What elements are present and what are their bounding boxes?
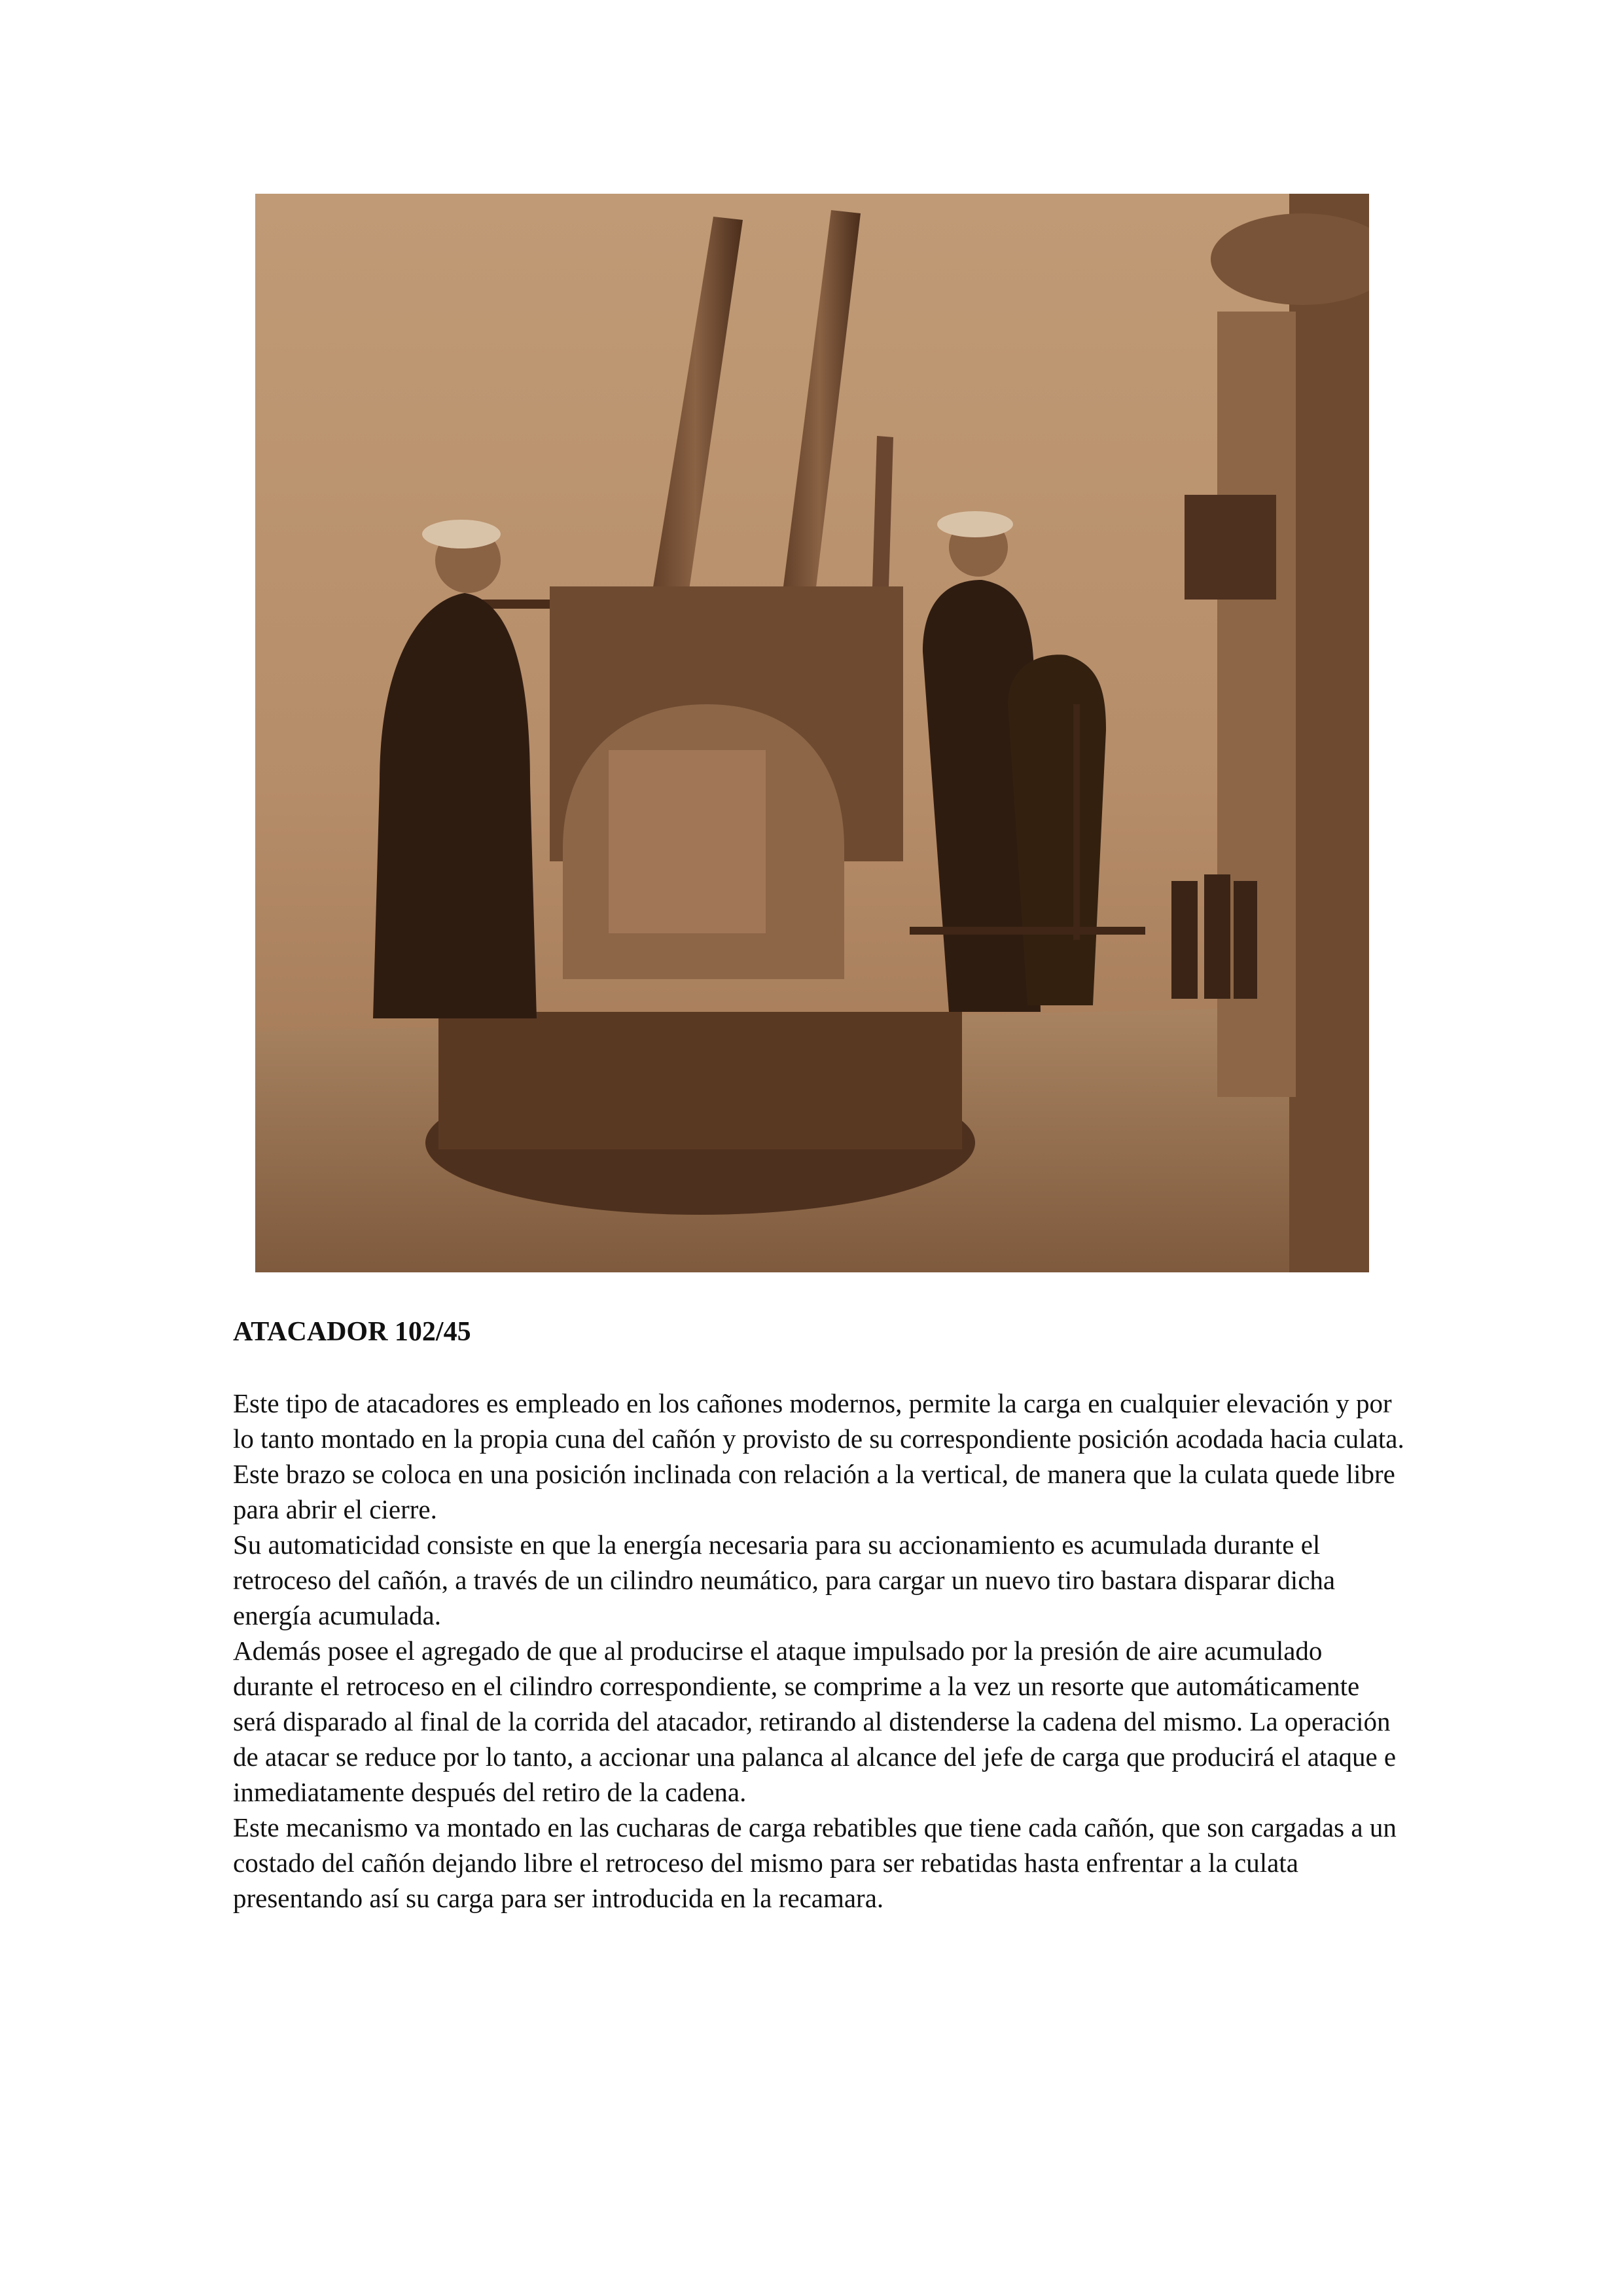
paragraph-4: Este mecanismo va montado en las cucharas de carga rebatibles que tiene cada cañón, que son cargadas a un costado del cañón dejando libre el retroceso del mismo para ser rebatidas hasta enfrentar a la culata presentando así su carga para ser introducida en la recamara. bbox=[233, 1812, 1397, 1913]
paragraph-3: Además posee el agregado de que al producirse el ataque impulsado por la presión de aire acumulado durante el retroceso en el cilindro correspondiente, se comprime a la vez un resorte que automáticamente será disparado al final de la corrida del atacador, retirando al distenderse la cadena del mismo. La operación de atacar se reduce por lo tanto, a accionar una palanca al alcance del jefe de carga que producirá el ataque e inmediatamente después del retiro de la cadena. bbox=[233, 1636, 1397, 1807]
gun-mount-photo bbox=[255, 194, 1369, 1272]
document-title: ATACADOR 102/45 bbox=[233, 1317, 471, 1347]
paragraph-1: Este tipo de atacadores es empleado en los cañones modernos, permite la carga en cualquier elevación y por lo tanto montado en la propia cuna del cañón y provisto de su correspondiente posición acodada hacia culata. Este brazo se coloca en una posición inclinada con relación a la vertical, de manera que la culata quede libre para abrir el cierre. bbox=[233, 1388, 1404, 1524]
document-body bbox=[233, 1312, 1404, 1916]
paragraph-2: Su automaticidad consiste en que la energía necesaria para su accionamiento es acumulada durante el retroceso del cañón, a través de un cilindro neumático, para cargar un nuevo tiro bastara disparar dicha energía acumulada. bbox=[233, 1530, 1336, 1630]
sepia-photo-illustration bbox=[255, 194, 1369, 1272]
